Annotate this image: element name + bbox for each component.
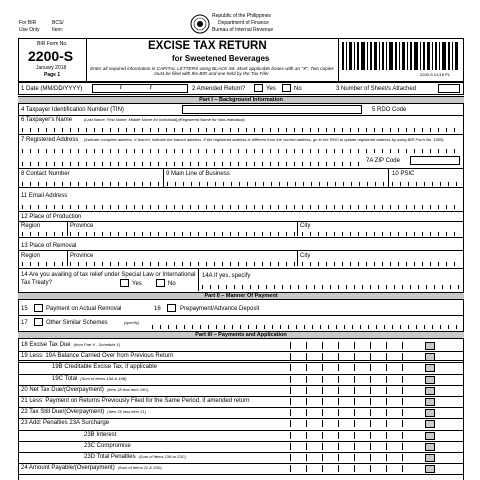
- part3-row-divider: [18, 362, 464, 363]
- part3-amount-field[interactable]: [290, 342, 418, 349]
- email-field[interactable]: [22, 205, 460, 209]
- part3-amount-field[interactable]: [290, 364, 418, 371]
- form-title: EXCISE TAX RETURN: [148, 40, 267, 52]
- part3-decimal-box: [425, 376, 435, 384]
- part3-amount-field[interactable]: [290, 387, 418, 394]
- part2-title: Part II – Manner Of Payment: [18, 292, 464, 300]
- for-bir-label: For BIR: [19, 20, 37, 26]
- relief-no-checkbox[interactable]: [156, 279, 165, 287]
- sheets-label: 3 Number of Sheet/s Attached: [336, 86, 417, 92]
- part3-row-divider: [18, 396, 464, 397]
- specify-label: 14A If yes, specify: [202, 273, 251, 279]
- relief-no-label: No: [168, 281, 176, 287]
- part3-amount-field[interactable]: [290, 353, 418, 360]
- other-schemes-label: Other Similar Schemes: [46, 320, 108, 326]
- zip-label: 7A ZIP Code: [366, 158, 400, 164]
- part3-decimal-box: [425, 465, 435, 473]
- part3-decimal-box: [425, 387, 435, 395]
- psic-label: 10 PSIC: [392, 171, 415, 177]
- bir-form-2200s: For BIR Use Only BCS/ Item: Republic of the Philippines Department of Finance Bureau of Internal Revenue BIR Form No. 2200-S January 2018 Page 1 EXCISE TAX RETURN for Sweetened Beverages Enter all required information in CAPITAL LETTERS using BLACK ink. Mark applicable boxes with an "X". Two copies must be filed with the BIR and one held by the Tax Filer. 2200-S 01/18 P1 1 Date (MM/DD/YYYY) / / 2 Amended Return? Yes No 3 Number of Sheet/s Attached Part I – Background Information 4 Taxpayer Identification Number (TIN) 5 RDO Code 6 Taxpayer's Name (Last Name, First Name, Middle Name for Individual)/(Registered Name for Non-Individual) 7 Registered Address (Indicate complete address. If branch, indicate the branch address. If the registered address is different from the current address, go to the RDO to update registered address by using BIR Form No. 1905) 7A ZIP Code 8 Contact Number 9 Main Line of Business 10 PSIC 11 Email Address 12 Place of Production Region Province City 13 Place of Removal Region Province City 14 Are you availing of tax relief under Special Law or International Tax Treaty? Yes No 14A If yes, specify Part II – Manner Of Payment 15 Payment on Actual Removal 16 Prepayment/Advance Deposit 17 Other Similar Schemes (specify) Part III – Payments and Application 18 Excise Tax Due (from Part V - Schedule 1) 19 Less: 19A Balance Carried Over from Previous Return 19B Creditable Excise Tax, if applicable 19C Total (Sum of Items 19A & 19B) 20 Net Tax Due/(Overpayment) (Item 18 less Item 19C) 21 Less: Payment on Returns Previously Filed for the Same Period, if amended return 22 Tax Still Due/(Overpayment) (Item 20 less Item 21) 23 Add: Penalties 23A Surcharge 23B Interest 23C Compromise 23D Total Penalties (Sum of Items 23A to 23C) 24 Amount Payable/(Overpayment) (Sum of Items 22 & 23D): [0, 0, 480, 480]
- part3-amount-field[interactable]: [290, 398, 418, 405]
- part3-item-label: 18 Excise Tax Due (from Part V - Schedule 1): [21, 342, 121, 348]
- part3-item-hint: (Item 20 less Item 21): [107, 409, 146, 415]
- production-region-label: Region: [21, 223, 41, 229]
- amended-no-checkbox[interactable]: [282, 84, 291, 92]
- part3-title: Part III – Payments and Application: [18, 331, 464, 339]
- part3-decimal-box: [425, 432, 435, 440]
- removal-region-label: Region: [21, 253, 41, 259]
- item-label: Item:: [52, 27, 64, 33]
- rdo-label: 5 RDO Code: [372, 107, 407, 113]
- address-field-2[interactable]: [22, 162, 362, 166]
- part3-row-divider: [18, 385, 464, 386]
- part3-decimal-box: [425, 342, 435, 350]
- form-date: January 2018: [36, 65, 67, 71]
- amended-no-label: No: [294, 86, 302, 92]
- form-no-label: BIR Form No.: [37, 41, 68, 47]
- zip-field[interactable]: [410, 156, 460, 165]
- tin-field[interactable]: [182, 105, 362, 114]
- specify-field[interactable]: [202, 285, 460, 289]
- part3-item-label: 23B Interest: [84, 431, 117, 438]
- part3-item-hint: (Item 18 less Item 19C): [106, 386, 149, 392]
- part3-item-hint: (Sum of Items 23A to 23C): [138, 454, 186, 459]
- part3-decimal-box: [425, 443, 435, 451]
- part3-amount-field[interactable]: [290, 465, 418, 472]
- removal-city-label: City: [300, 253, 311, 259]
- agency-line2: Department of Finance: [218, 20, 269, 26]
- part3-item-label: 19 Less: 19A Balance Carried Over from Previous Return: [21, 353, 174, 360]
- barcode-icon: [342, 42, 460, 70]
- tin-label: 4 Taxpayer Identification Number (TIN): [21, 107, 124, 113]
- business-field[interactable]: [167, 182, 385, 186]
- other-schemes-checkbox[interactable]: [34, 318, 43, 326]
- other-schemes-hint: (specify): [124, 320, 140, 325]
- part3-decimal-box: [425, 420, 435, 428]
- removal-label: 13 Place of Removal: [21, 243, 77, 249]
- part3-item-hint: (Sum of Items 19A & 19B): [80, 375, 127, 381]
- part3-item-label: 21 Less: Payment on Returns Previously Filed for the Same Period, if amended return: [21, 398, 250, 404]
- bcs-label: BCS/: [52, 20, 64, 26]
- part3-item-label: 23D Total Penalties (Sum of Items 23A to 23C): [84, 454, 186, 460]
- payment-actual-checkbox[interactable]: [34, 304, 43, 312]
- part3-item-label: 22 Tax Still Due/(Overpayment) (Item 20 less Item 21): [21, 409, 146, 416]
- form-instructions: Enter all required information in CAPITAL LETTERS using BLACK ink. Mark applicable boxes with an "X". Two copies must be filed with the BIR and one held by the Tax Filer.: [90, 66, 334, 76]
- relief-yes-checkbox[interactable]: [120, 279, 129, 287]
- form-page: Page 1: [44, 72, 61, 78]
- agency-line1: Republic of the Philippines: [212, 13, 271, 19]
- amended-yes-checkbox[interactable]: [254, 84, 263, 92]
- taxpayer-name-hint: (Last Name, First Name, Middle Name for Individual)/(Registered Name for Non-Individual): [84, 117, 245, 122]
- part3-amount-field[interactable]: [290, 454, 418, 461]
- part3-item-label: 19B Creditable Excise Tax, if applicable: [52, 364, 157, 371]
- date-field[interactable]: [92, 84, 188, 93]
- part3-item-label: 23 Add: Penalties 23A Surcharge: [21, 420, 110, 427]
- form-number: 2200-S: [28, 48, 74, 64]
- part3-amount-field[interactable]: [290, 420, 418, 427]
- sheets-field[interactable]: [438, 84, 460, 93]
- part3-item-hint: (Sum of Items 22 & 23D): [117, 465, 162, 471]
- production-fields[interactable]: [22, 232, 460, 236]
- psic-field[interactable]: [392, 182, 460, 186]
- part3-row-divider: [18, 351, 464, 352]
- date-label: 1 Date (MM/DD/YYYY): [21, 86, 83, 92]
- address-hint: (Indicate complete address. If branch, indicate the branch address. If the registered address is different from the current address, go to the RDO to update registered address by using BIR Form No. 1905): [84, 137, 444, 142]
- barcode-code: 2200-S 01/18 P1: [420, 72, 451, 77]
- address-field-1[interactable]: [22, 149, 460, 153]
- part3-item-label: 23C Compromise: [84, 442, 131, 449]
- part3-row-divider: [18, 452, 464, 453]
- address-label: 7 Registered Address: [21, 137, 79, 143]
- relief-yes-label: Yes: [132, 281, 142, 287]
- part3-decimal-box: [425, 409, 435, 417]
- contact-field[interactable]: [22, 182, 160, 186]
- form-subtitle: for Sweetened Beverages: [172, 54, 270, 63]
- part3-item-label: 20 Net Tax Due/(Overpayment) (Item 18 less Item 19C): [21, 386, 149, 393]
- prepayment-label: Prepayment/Advance Deposit: [180, 306, 260, 312]
- part3-row-divider: [18, 463, 464, 464]
- part1-title: Part I – Background Information: [18, 96, 464, 104]
- removal-fields[interactable]: [22, 262, 460, 266]
- part3-row-divider: [18, 407, 464, 408]
- part3-amount-field[interactable]: [290, 432, 418, 439]
- email-label: 11 Email Address: [21, 193, 68, 199]
- part3-item-label: 24 Amount Payable/(Overpayment) (Sum of Items 22 & 23D): [21, 465, 162, 472]
- part3-decimal-box: [425, 398, 435, 406]
- production-city-label: City: [300, 223, 311, 229]
- part3-row-divider: [18, 441, 464, 442]
- business-label: 9 Main Line of Business: [166, 171, 230, 177]
- taxpayer-name-label: 6 Taxpayer's Name: [21, 117, 73, 123]
- other-schemes-field[interactable]: [152, 325, 460, 329]
- part3-amount-field[interactable]: [290, 376, 418, 383]
- taxpayer-name-field[interactable]: [22, 128, 460, 132]
- production-label: 12 Place of Production: [21, 214, 82, 220]
- amended-yes-label: Yes: [266, 86, 276, 92]
- relief-label: 14 Are you availing of tax relief under Special Law or International Tax Treaty?: [21, 272, 196, 286]
- part3-amount-field[interactable]: [290, 443, 418, 450]
- production-province-label: Province: [70, 223, 94, 229]
- part3-row-divider: [18, 430, 464, 431]
- part3-decimal-box: [425, 353, 435, 361]
- amended-label: 2 Amended Return?: [192, 86, 246, 92]
- removal-province-label: Province: [70, 253, 94, 259]
- bir-seal-icon: [190, 14, 210, 34]
- prepayment-checkbox[interactable]: [167, 304, 176, 312]
- part3-item-label: 19C Total (Sum of Items 19A & 19B): [52, 375, 127, 382]
- part3-amount-field[interactable]: [290, 409, 418, 416]
- part3-row-divider: [18, 418, 464, 419]
- payment-actual-label: Payment on Actual Removal: [46, 306, 122, 312]
- part3-item-hint: (from Part V - Schedule 1): [73, 342, 121, 347]
- agency-line3: Bureau of Internal Revenue: [212, 27, 274, 33]
- part3-row-divider: [18, 474, 464, 475]
- use-only-label: Use Only: [19, 27, 40, 33]
- part3-decimal-box: [425, 364, 435, 372]
- part3-decimal-box: [425, 454, 435, 462]
- part3-row-divider: [18, 374, 464, 375]
- contact-label: 8 Contact Number: [21, 171, 70, 177]
